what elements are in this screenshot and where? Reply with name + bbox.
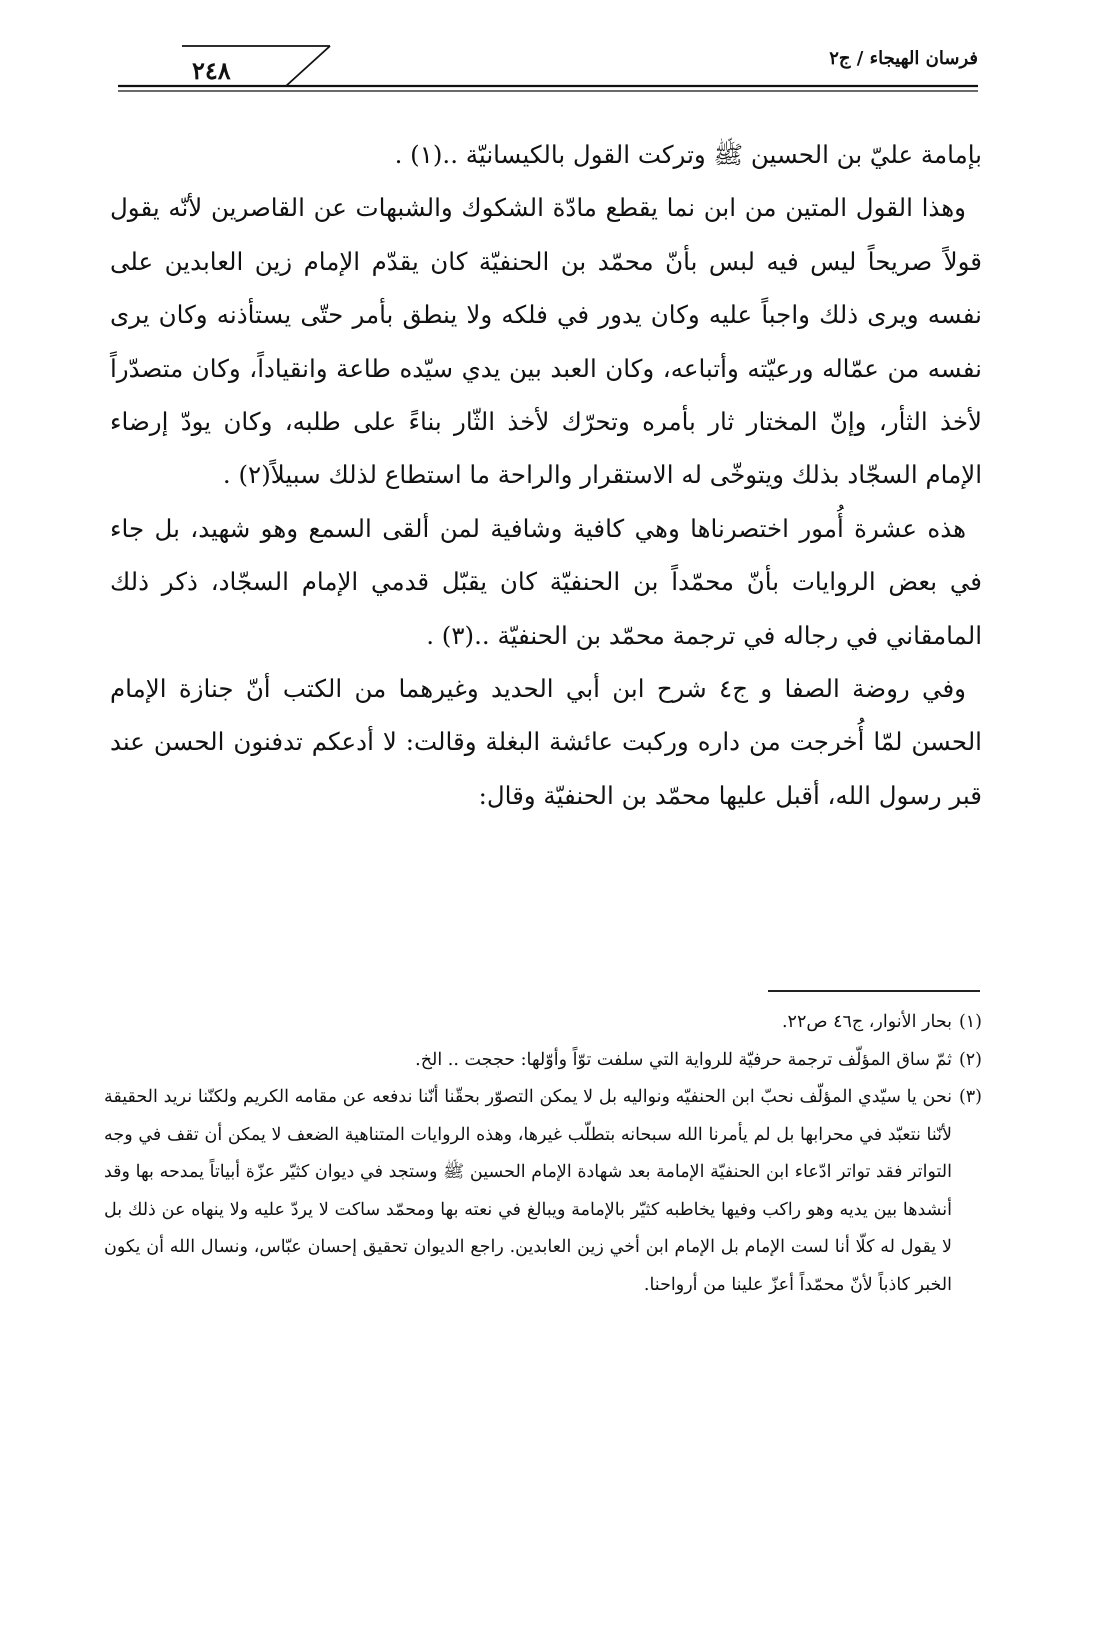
footnote: [104, 1042, 982, 1080]
footnote: [104, 1004, 982, 1042]
footnotes: [104, 1004, 982, 1304]
footnote-text: نحن يا سيّدي المؤلّف نحبّ ابن الحنفيّه ونواليه بل لا يمكن التصوّر بحقّنا أنّنا ندفعه عن مقامه الكريم ولكنّنا نريد الحقيقة لأنّنا نتعبّد في محرابها بل لم يأمرنا الله سبحانه بتطلّب غيرها، وهذه الروايات المتناهية الضعف لا يمكن أن تقف في وجه التواتر فقد تواتر ادّعاء ابن الحنفيّة الإمامة بعد شهادة الإمام الحسين ﷺ وستجد في ديوان كثيّر عزّة أبياتاً يمدحه بها وقد أنشدها بين يديه وهو راكب وفيها يخاطبه كثيّر بالإمامة ويبالغ في نعته بها ومحمّد ساكت لا يردّ عليه ولا ينهاه عن ذلك بل لا يقول له كلّا أنا لست الإمام بل الإمام ابن أخي زين العابدين. راجع الديوان تحقيق إحسان عبّاس، ونسال الله أن يكون الخبر كاذباً لأنّ محمّداً أعزّ علينا من أرواحنا.: [104, 1087, 952, 1295]
footnote-number: (١): [958, 1012, 982, 1032]
paragraph: بإمامة عليّ بن الحسين ﷺ وتركت القول بالكيسانيّة ..(١) .: [394, 140, 982, 169]
book-title: فرسان الهيجاء / ج٢: [829, 48, 978, 69]
footnote: [104, 1079, 982, 1304]
footnote-text: ثمّ ساق المؤلّف ترجمة حرفيّة للرواية التي سلفت توّاً وأوّلها: حججت .. الخ.: [415, 1049, 952, 1070]
paragraph: وهذا القول المتين من ابن نما يقطع مادّة الشكوك والشبهات عن القاصرين لأنّه يقول قولاً صريحاً ليس فيه لبس بأنّ محمّد بن الحنفيّة كان يقدّم الإمام زين العابدين على نفسه ويرى ذلك واجباً عليه وكان يدور في فلكه ولا ينطق بأمر حتّى يستأذنه وكان يرى نفسه من عمّاله ورعيّته وأتباعه، وكان العبد بين يدي سيّده طاعة وانقياداً، وكان متصدّراً لأخذ الثأر، وإنّ المختار ثار بأمره وتحرّك لأخذ الثّار بناءً على طلبه، وكان يودّ إرضاء الإمام السجّاد بذلك ويتوخّى له الاستقرار والراحة ما استطاع لذلك سبيلاً(٢) .: [110, 193, 982, 490]
main-text: [110, 128, 982, 822]
page-number: ٢٤٨: [192, 56, 231, 85]
paragraph: وفي روضة الصفا و ج٤ شرح ابن أبي الحديد وغيرهما من الكتب أنّ جنازة الإمام الحسن لمّا أُخرجت من داره وركبت عائشة البغلة وقالت: لا أدعكم تدفنون الحسن عند قبر رسول الله، أقبل عليها محمّد بن الحنفيّة وقال:: [110, 674, 982, 810]
footnote-number: (٢): [958, 1049, 982, 1070]
footnote-number: (٣): [958, 1087, 982, 1107]
footnote-text: بحار الأنوار، ج٤٦ ص٢٢.: [781, 1012, 952, 1032]
page-header: [118, 34, 978, 98]
footnote-separator: [768, 990, 980, 992]
paragraph: هذه عشرة أُمور اختصرناها وهي كافية وشافية لمن ألقى السمع وهو شهيد، بل جاء في بعض الروايات بأنّ محمّداً بن الحنفيّة كان يقبّل قدمي الإمام السجّاد، ذكر ذلك المامقاني في رجاله في ترجمة محمّد بن الحنفيّة ..(٣) .: [110, 513, 982, 650]
